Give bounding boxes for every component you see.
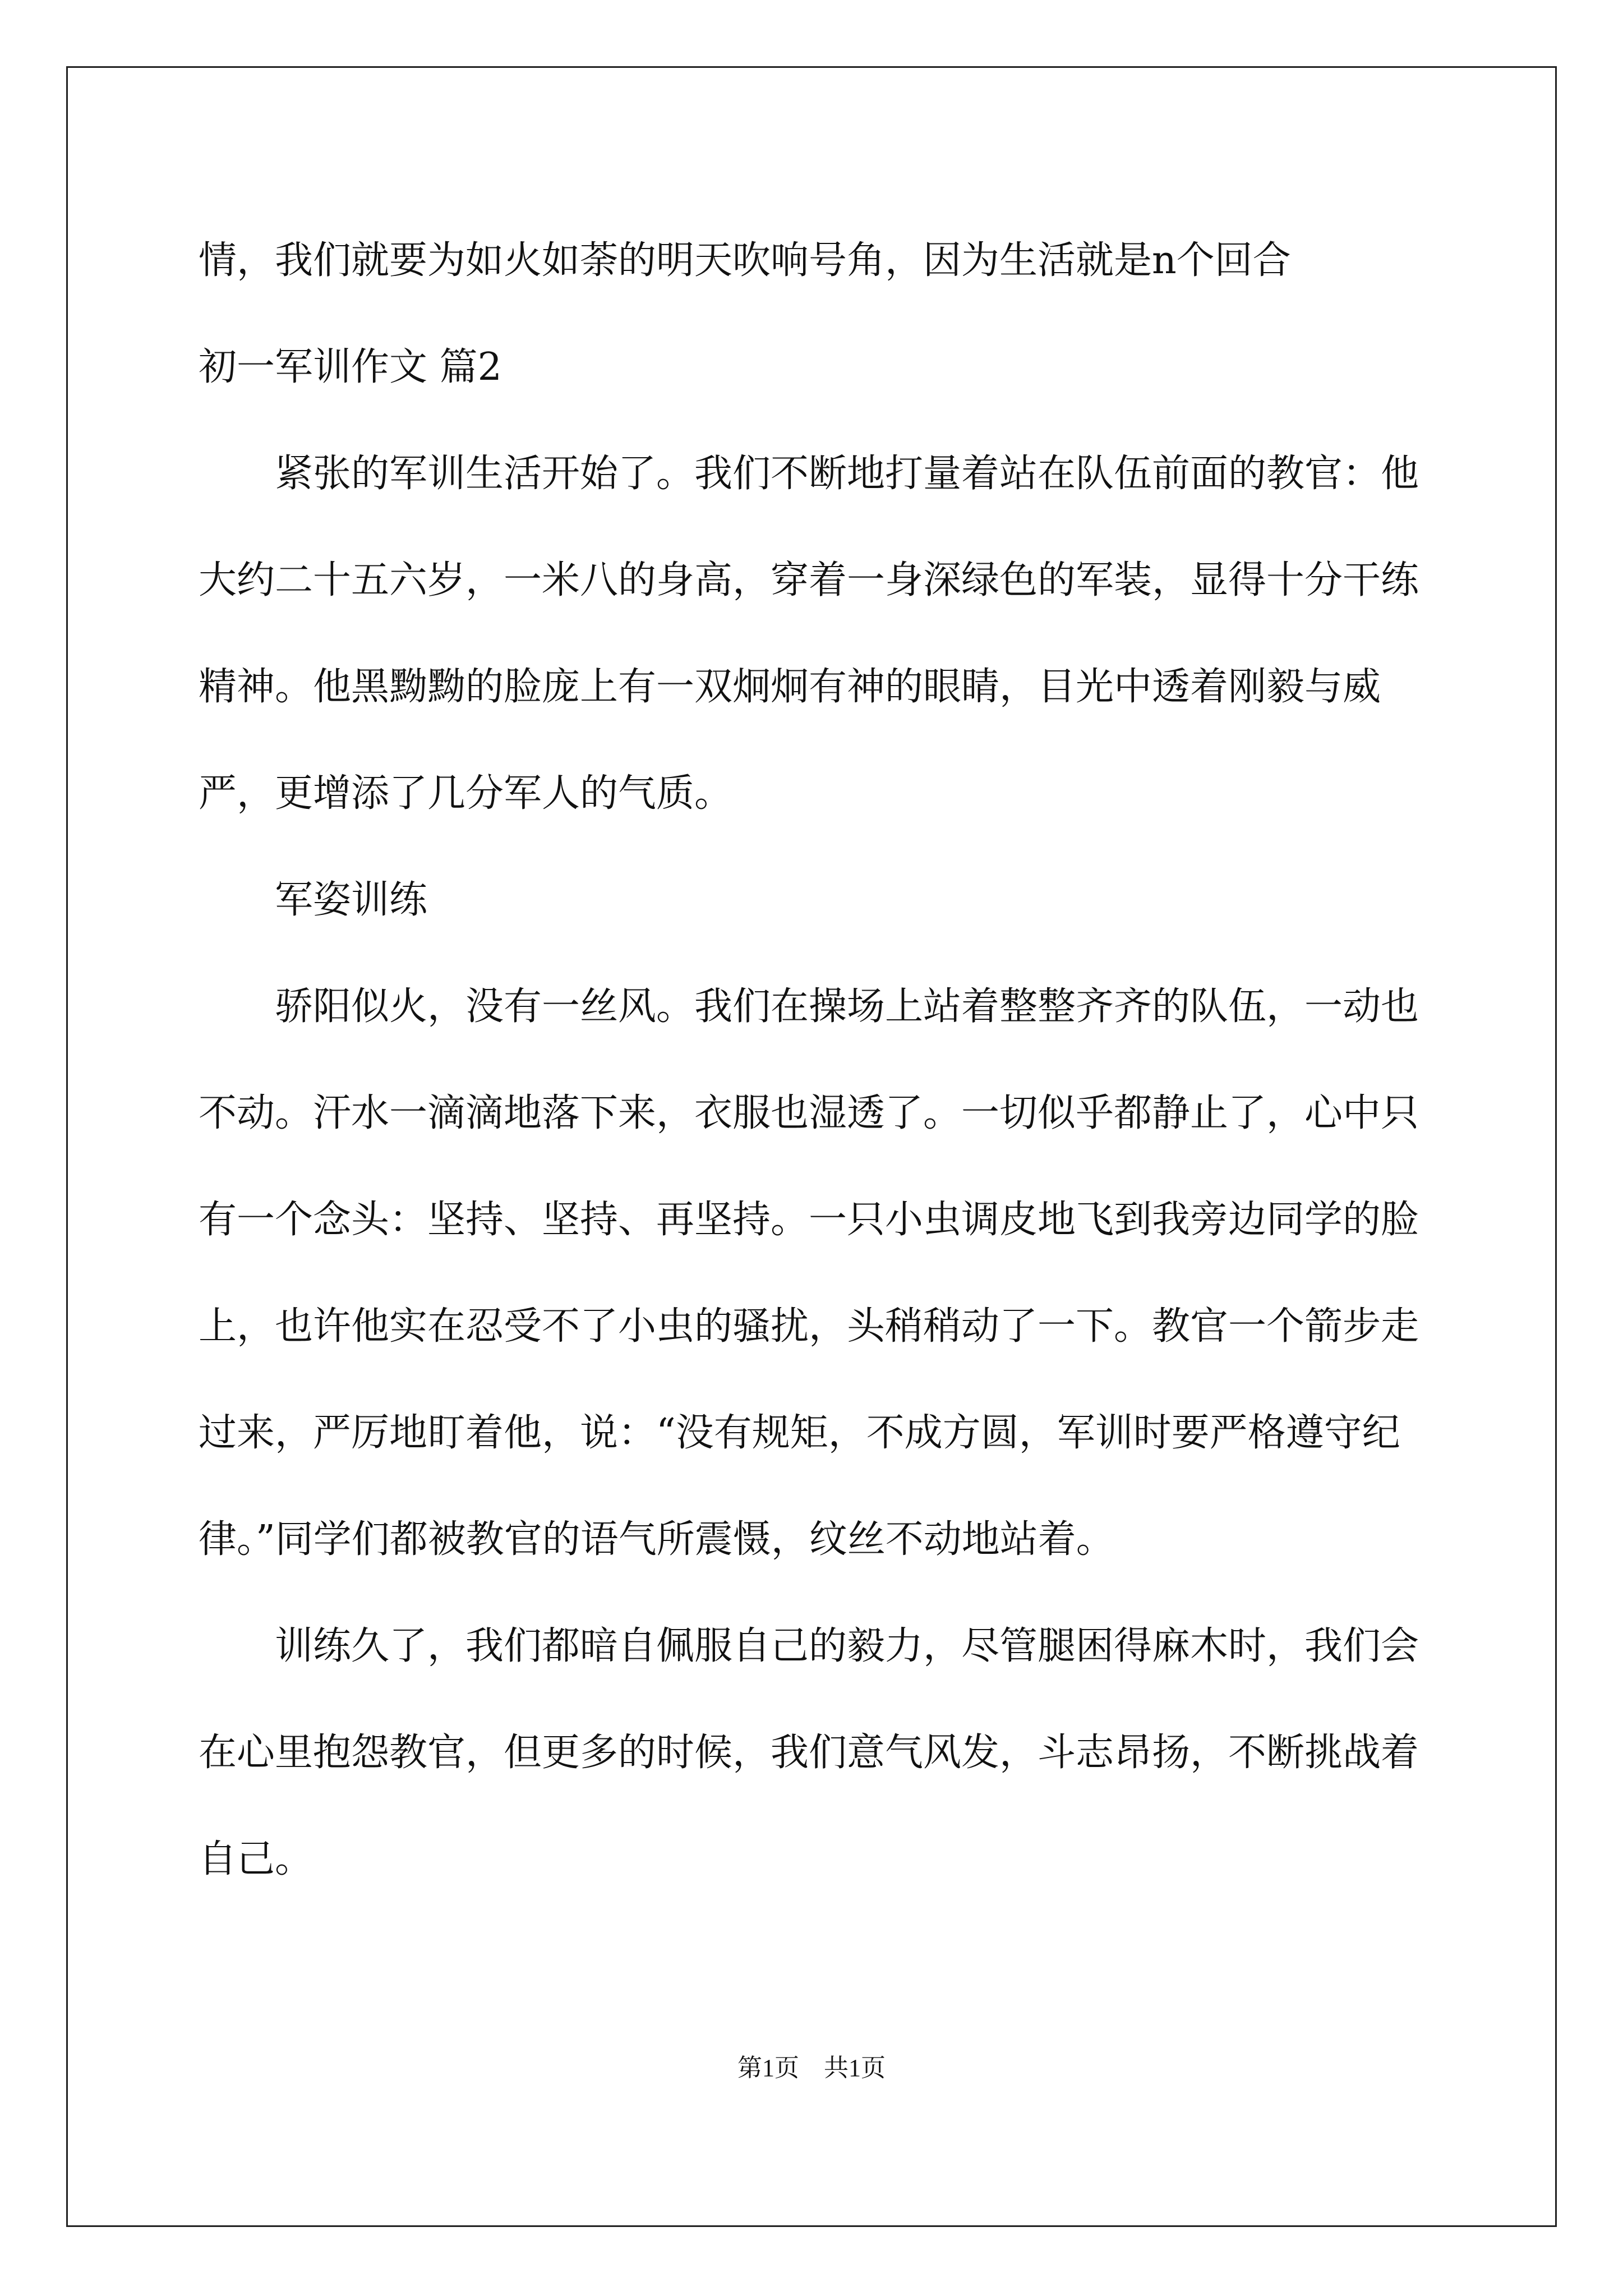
continued-line: 情，我们就要为如火如荼的明天吹响号角，因为生活就是n个回合 <box>199 238 1291 283</box>
section-title: 初一军训作文 篇2 <box>199 345 502 389</box>
subheading-military-posture: 军姿训练 <box>275 878 428 922</box>
document-body <box>199 208 1432 1913</box>
paragraph-1: 紧张的军训生活开始了。我们不断地打量着站在队伍前面的教官：他大约二十五六岁，一米八的身高，穿着一身深绿色的军装，显得十分干练精神。他黑黝黝的脸庞上有一双炯炯有神的眼睛，目光中透着刚毅与威严，更增添了几分军人的气质。 <box>199 452 1419 816</box>
paragraph-3: 训练久了，我们都暗自佩服自己的毅力，尽管腿困得麻木时，我们会在心里抱怨教官，但更多的时候，我们意气风发，斗志昂扬，不断挑战着自己。 <box>199 1624 1419 1881</box>
paragraph-2: 骄阳似火，没有一丝风。我们在操场上站着整整齐齐的队伍，一动也不动。汗水一滴滴地落下来，衣服也湿透了。一切似乎都静止了，心中只有一个念头：坚持、坚持、再坚持。一只小虫调皮地飞到我旁边同学的脸上，也许他实在忍受不了小虫的骚扰，头稍稍动了一下。教官一个箭步走过来，严厉地盯着他，说：“没有规矩，不成方圆，军训时要严格遵守纪律。”同学们都被教官的语气所震慑，纹丝不动地站着。 <box>199 984 1419 1562</box>
page-footer: 第1页 共1页 <box>737 2054 886 2082</box>
